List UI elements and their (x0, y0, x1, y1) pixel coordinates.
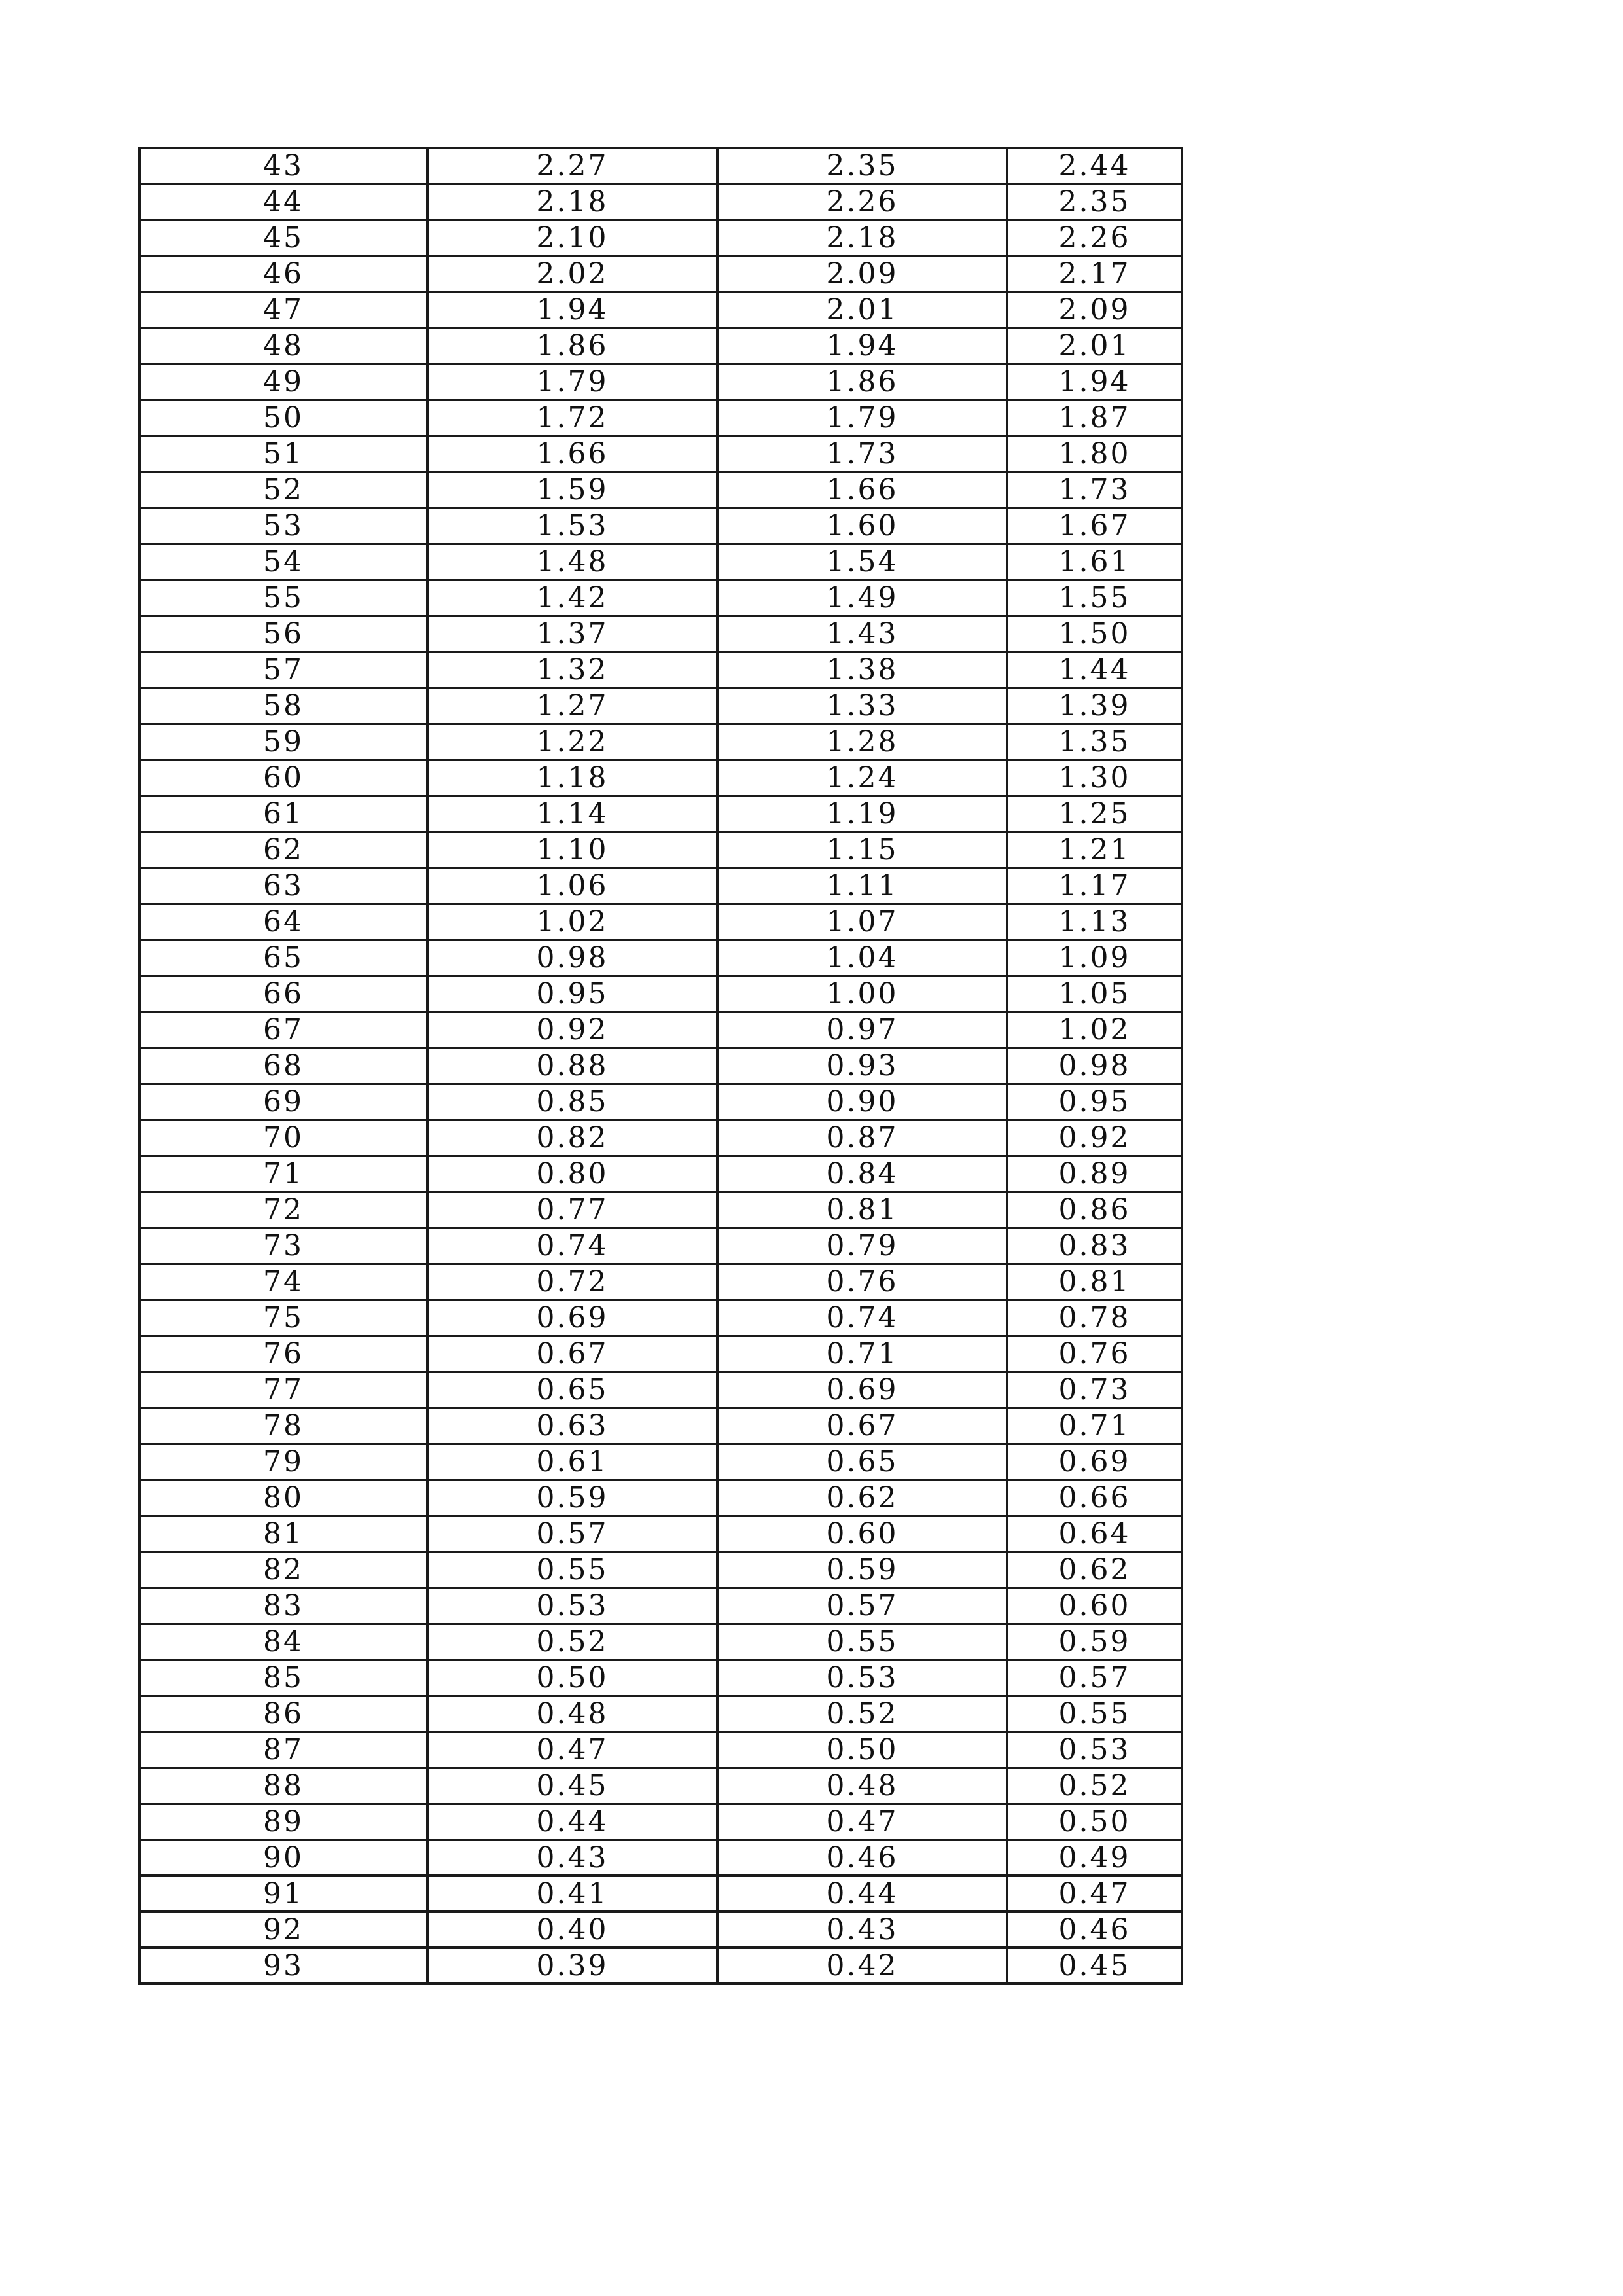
table-body (139, 148, 1182, 1984)
table-cell-index: 53 (139, 508, 427, 544)
table-cell-value-1: 1.79 (427, 364, 717, 400)
table-cell-value-2: 0.62 (717, 1480, 1007, 1516)
table-cell-value-3: 0.76 (1007, 1336, 1182, 1372)
table-cell-value-1: 0.55 (427, 1552, 717, 1588)
table-cell-index: 84 (139, 1624, 427, 1660)
table-cell-value-2: 0.93 (717, 1048, 1007, 1084)
table-cell-index: 58 (139, 688, 427, 724)
table-cell-value-3: 1.44 (1007, 652, 1182, 688)
table-cell-value-2: 0.55 (717, 1624, 1007, 1660)
table-cell-index: 50 (139, 400, 427, 436)
table-cell-index: 64 (139, 904, 427, 940)
table-row (139, 616, 1182, 652)
table-cell-value-2: 0.48 (717, 1768, 1007, 1804)
table-cell-value-1: 0.88 (427, 1048, 717, 1084)
table-cell-value-3: 0.73 (1007, 1372, 1182, 1408)
table-row (139, 1228, 1182, 1264)
table-cell-value-1: 0.52 (427, 1624, 717, 1660)
table-cell-value-1: 0.53 (427, 1588, 717, 1624)
table-cell-value-3: 0.57 (1007, 1660, 1182, 1696)
table-cell-value-3: 2.35 (1007, 184, 1182, 220)
table-cell-value-2: 1.33 (717, 688, 1007, 724)
table-cell-value-1: 0.80 (427, 1156, 717, 1192)
table-cell-value-3: 0.53 (1007, 1732, 1182, 1768)
table-cell-value-2: 0.59 (717, 1552, 1007, 1588)
table-cell-index: 44 (139, 184, 427, 220)
table-cell-value-3: 0.71 (1007, 1408, 1182, 1444)
table-cell-value-3: 1.67 (1007, 508, 1182, 544)
table-row (139, 1300, 1182, 1336)
table-cell-index: 45 (139, 220, 427, 256)
table-cell-value-1: 2.27 (427, 148, 717, 184)
table-cell-value-1: 0.43 (427, 1840, 717, 1876)
table-cell-value-1: 0.82 (427, 1120, 717, 1156)
table-cell-index: 59 (139, 724, 427, 760)
table-cell-index: 70 (139, 1120, 427, 1156)
table-cell-value-1: 0.77 (427, 1192, 717, 1228)
table-cell-value-3: 0.50 (1007, 1804, 1182, 1840)
table-cell-value-2: 1.24 (717, 760, 1007, 796)
table-cell-value-1: 0.63 (427, 1408, 717, 1444)
table-cell-value-1: 0.95 (427, 976, 717, 1012)
table-row (139, 1552, 1182, 1588)
table-cell-value-2: 0.90 (717, 1084, 1007, 1120)
table-cell-value-3: 0.69 (1007, 1444, 1182, 1480)
table-cell-index: 86 (139, 1696, 427, 1732)
table-cell-value-2: 1.19 (717, 796, 1007, 832)
table-cell-index: 66 (139, 976, 427, 1012)
table-cell-index: 47 (139, 292, 427, 328)
table-cell-index: 43 (139, 148, 427, 184)
table-cell-value-1: 0.47 (427, 1732, 717, 1768)
table-cell-value-2: 2.09 (717, 256, 1007, 292)
table-cell-value-2: 1.15 (717, 832, 1007, 868)
table-cell-index: 55 (139, 580, 427, 616)
table-row (139, 940, 1182, 976)
table-cell-value-3: 1.61 (1007, 544, 1182, 580)
table-cell-value-1: 0.57 (427, 1516, 717, 1552)
table-cell-value-3: 0.45 (1007, 1948, 1182, 1984)
table-row (139, 1084, 1182, 1120)
table-row (139, 1876, 1182, 1912)
table-cell-index: 75 (139, 1300, 427, 1336)
table-cell-value-1: 1.94 (427, 292, 717, 328)
table-row (139, 1588, 1182, 1624)
table-cell-value-3: 0.95 (1007, 1084, 1182, 1120)
table-cell-value-3: 0.60 (1007, 1588, 1182, 1624)
table-cell-value-3: 0.81 (1007, 1264, 1182, 1300)
table-row (139, 904, 1182, 940)
table-row (139, 760, 1182, 796)
table-cell-index: 77 (139, 1372, 427, 1408)
table-row (139, 328, 1182, 364)
table-cell-value-1: 0.50 (427, 1660, 717, 1696)
table-cell-index: 52 (139, 472, 427, 508)
table-cell-index: 88 (139, 1768, 427, 1804)
table-cell-value-2: 2.26 (717, 184, 1007, 220)
table-cell-value-1: 1.86 (427, 328, 717, 364)
table-cell-value-3: 0.55 (1007, 1696, 1182, 1732)
table-cell-index: 74 (139, 1264, 427, 1300)
table-row (139, 1192, 1182, 1228)
table-row (139, 832, 1182, 868)
table-cell-value-1: 1.66 (427, 436, 717, 472)
table-cell-index: 69 (139, 1084, 427, 1120)
table-cell-value-2: 0.52 (717, 1696, 1007, 1732)
table-cell-index: 81 (139, 1516, 427, 1552)
table-cell-value-1: 2.02 (427, 256, 717, 292)
table-row (139, 1660, 1182, 1696)
table-cell-value-3: 0.49 (1007, 1840, 1182, 1876)
table-cell-value-3: 0.66 (1007, 1480, 1182, 1516)
table-row (139, 1516, 1182, 1552)
table-cell-value-2: 1.94 (717, 328, 1007, 364)
table-cell-value-1: 0.72 (427, 1264, 717, 1300)
table-cell-value-3: 0.46 (1007, 1912, 1182, 1948)
table-cell-value-1: 0.65 (427, 1372, 717, 1408)
table-cell-value-3: 0.83 (1007, 1228, 1182, 1264)
table-cell-value-3: 0.62 (1007, 1552, 1182, 1588)
table-cell-index: 72 (139, 1192, 427, 1228)
table-row (139, 1120, 1182, 1156)
table-cell-value-2: 1.38 (717, 652, 1007, 688)
table-cell-value-3: 1.80 (1007, 436, 1182, 472)
table-cell-value-1: 1.18 (427, 760, 717, 796)
table-cell-value-2: 1.11 (717, 868, 1007, 904)
table-cell-value-1: 0.45 (427, 1768, 717, 1804)
table-cell-value-1: 1.42 (427, 580, 717, 616)
table-cell-value-2: 1.43 (717, 616, 1007, 652)
table-cell-value-2: 0.87 (717, 1120, 1007, 1156)
table-cell-index: 90 (139, 1840, 427, 1876)
table-cell-value-2: 0.74 (717, 1300, 1007, 1336)
table-cell-index: 67 (139, 1012, 427, 1048)
table-cell-value-2: 0.79 (717, 1228, 1007, 1264)
table-cell-value-3: 0.59 (1007, 1624, 1182, 1660)
table-cell-index: 71 (139, 1156, 427, 1192)
table-cell-value-1: 0.74 (427, 1228, 717, 1264)
table-cell-value-1: 1.32 (427, 652, 717, 688)
table-cell-value-1: 0.48 (427, 1696, 717, 1732)
table-cell-value-2: 0.46 (717, 1840, 1007, 1876)
table-cell-value-2: 1.54 (717, 544, 1007, 580)
table-row (139, 688, 1182, 724)
table-cell-value-3: 1.39 (1007, 688, 1182, 724)
table-row (139, 472, 1182, 508)
table-cell-value-3: 0.78 (1007, 1300, 1182, 1336)
table-row (139, 220, 1182, 256)
table-row (139, 508, 1182, 544)
table-cell-value-2: 0.44 (717, 1876, 1007, 1912)
table-cell-value-3: 1.02 (1007, 1012, 1182, 1048)
table-cell-value-3: 0.47 (1007, 1876, 1182, 1912)
table-cell-value-2: 0.53 (717, 1660, 1007, 1696)
table-cell-value-2: 1.04 (717, 940, 1007, 976)
table-cell-value-3: 2.44 (1007, 148, 1182, 184)
table-cell-value-2: 2.01 (717, 292, 1007, 328)
table-cell-value-2: 0.65 (717, 1444, 1007, 1480)
table-cell-value-2: 1.79 (717, 400, 1007, 436)
table-cell-index: 63 (139, 868, 427, 904)
table-cell-value-2: 0.50 (717, 1732, 1007, 1768)
table-cell-value-1: 0.69 (427, 1300, 717, 1336)
table-cell-value-1: 0.44 (427, 1804, 717, 1840)
table-cell-index: 78 (139, 1408, 427, 1444)
table-cell-value-2: 1.28 (717, 724, 1007, 760)
table-row (139, 1804, 1182, 1840)
table-row (139, 1624, 1182, 1660)
table-row (139, 400, 1182, 436)
table-cell-value-3: 0.92 (1007, 1120, 1182, 1156)
table-cell-value-2: 1.66 (717, 472, 1007, 508)
table-cell-value-1: 2.18 (427, 184, 717, 220)
table-cell-value-3: 0.86 (1007, 1192, 1182, 1228)
table-cell-value-3: 1.25 (1007, 796, 1182, 832)
table-cell-value-1: 1.48 (427, 544, 717, 580)
table-row (139, 1768, 1182, 1804)
table-row (139, 1336, 1182, 1372)
table-cell-value-2: 0.57 (717, 1588, 1007, 1624)
table-cell-value-2: 2.35 (717, 148, 1007, 184)
table-cell-index: 91 (139, 1876, 427, 1912)
table-cell-value-1: 1.72 (427, 400, 717, 436)
table-cell-index: 85 (139, 1660, 427, 1696)
table-row (139, 1948, 1182, 1984)
table-row (139, 1840, 1182, 1876)
table-row (139, 184, 1182, 220)
table-row (139, 652, 1182, 688)
table-cell-value-2: 1.86 (717, 364, 1007, 400)
table-cell-value-1: 1.02 (427, 904, 717, 940)
table-cell-value-2: 1.49 (717, 580, 1007, 616)
table-cell-value-3: 0.89 (1007, 1156, 1182, 1192)
table-cell-value-1: 0.98 (427, 940, 717, 976)
table-cell-value-3: 1.73 (1007, 472, 1182, 508)
table-cell-index: 49 (139, 364, 427, 400)
table-cell-index: 93 (139, 1948, 427, 1984)
table-cell-value-2: 1.60 (717, 508, 1007, 544)
table-cell-index: 80 (139, 1480, 427, 1516)
table-cell-value-1: 2.10 (427, 220, 717, 256)
table-cell-index: 56 (139, 616, 427, 652)
table-row (139, 1156, 1182, 1192)
table-cell-value-2: 0.81 (717, 1192, 1007, 1228)
table-cell-index: 79 (139, 1444, 427, 1480)
table-cell-value-3: 1.30 (1007, 760, 1182, 796)
table-cell-value-3: 2.17 (1007, 256, 1182, 292)
table-cell-value-3: 1.55 (1007, 580, 1182, 616)
table-cell-value-3: 1.35 (1007, 724, 1182, 760)
table-row (139, 1048, 1182, 1084)
table-cell-value-2: 1.73 (717, 436, 1007, 472)
table-cell-value-3: 1.09 (1007, 940, 1182, 976)
table-row (139, 256, 1182, 292)
table-cell-value-2: 0.71 (717, 1336, 1007, 1372)
table-row (139, 1444, 1182, 1480)
table-row (139, 1732, 1182, 1768)
table-cell-value-2: 2.18 (717, 220, 1007, 256)
table-cell-value-3: 0.52 (1007, 1768, 1182, 1804)
table-row (139, 544, 1182, 580)
table-row (139, 292, 1182, 328)
table-cell-index: 73 (139, 1228, 427, 1264)
table-row (139, 1912, 1182, 1948)
table-cell-value-3: 1.05 (1007, 976, 1182, 1012)
table-cell-value-3: 0.98 (1007, 1048, 1182, 1084)
table-cell-value-1: 1.37 (427, 616, 717, 652)
table-cell-value-1: 0.61 (427, 1444, 717, 1480)
table-cell-value-1: 0.39 (427, 1948, 717, 1984)
table-cell-value-1: 0.59 (427, 1480, 717, 1516)
table-cell-index: 54 (139, 544, 427, 580)
table-cell-value-1: 0.67 (427, 1336, 717, 1372)
table-cell-value-2: 0.60 (717, 1516, 1007, 1552)
table-cell-index: 83 (139, 1588, 427, 1624)
table-cell-value-3: 1.87 (1007, 400, 1182, 436)
table-cell-value-3: 0.64 (1007, 1516, 1182, 1552)
table-cell-value-2: 1.00 (717, 976, 1007, 1012)
table-cell-index: 60 (139, 760, 427, 796)
table-row (139, 1480, 1182, 1516)
table-cell-value-2: 0.76 (717, 1264, 1007, 1300)
table-cell-value-2: 0.47 (717, 1804, 1007, 1840)
table-cell-index: 87 (139, 1732, 427, 1768)
table-cell-value-1: 1.10 (427, 832, 717, 868)
table-cell-value-1: 1.22 (427, 724, 717, 760)
table-cell-value-2: 0.43 (717, 1912, 1007, 1948)
table-cell-index: 46 (139, 256, 427, 292)
table-row (139, 1408, 1182, 1444)
table-cell-value-3: 1.13 (1007, 904, 1182, 940)
table-cell-index: 89 (139, 1804, 427, 1840)
table-row (139, 436, 1182, 472)
table-cell-value-1: 1.27 (427, 688, 717, 724)
table-cell-value-2: 1.07 (717, 904, 1007, 940)
table-row (139, 868, 1182, 904)
table-cell-value-2: 0.69 (717, 1372, 1007, 1408)
table-cell-value-1: 0.85 (427, 1084, 717, 1120)
table-cell-value-3: 2.26 (1007, 220, 1182, 256)
table-cell-index: 48 (139, 328, 427, 364)
table-cell-value-3: 1.21 (1007, 832, 1182, 868)
table-cell-value-1: 1.59 (427, 472, 717, 508)
table-cell-index: 76 (139, 1336, 427, 1372)
table-cell-index: 51 (139, 436, 427, 472)
table-row (139, 724, 1182, 760)
table-row (139, 1264, 1182, 1300)
table-cell-index: 61 (139, 796, 427, 832)
table-cell-value-3: 1.94 (1007, 364, 1182, 400)
table-cell-index: 65 (139, 940, 427, 976)
table-cell-index: 82 (139, 1552, 427, 1588)
table-row (139, 1696, 1182, 1732)
table-cell-index: 62 (139, 832, 427, 868)
table-row (139, 1012, 1182, 1048)
table-row (139, 148, 1182, 184)
table-row (139, 364, 1182, 400)
table-cell-value-1: 1.53 (427, 508, 717, 544)
table-cell-value-1: 0.41 (427, 1876, 717, 1912)
table-cell-value-1: 0.40 (427, 1912, 717, 1948)
table-cell-index: 68 (139, 1048, 427, 1084)
table-row (139, 1372, 1182, 1408)
table-cell-index: 57 (139, 652, 427, 688)
table-cell-value-3: 1.50 (1007, 616, 1182, 652)
table-cell-value-2: 0.42 (717, 1948, 1007, 1984)
table-row (139, 580, 1182, 616)
table-cell-value-1: 0.92 (427, 1012, 717, 1048)
table-cell-value-2: 0.97 (717, 1012, 1007, 1048)
table-cell-value-3: 1.17 (1007, 868, 1182, 904)
table-cell-value-1: 1.14 (427, 796, 717, 832)
table-cell-index: 92 (139, 1912, 427, 1948)
data-table (138, 147, 1183, 1985)
table-row (139, 976, 1182, 1012)
table-cell-value-1: 1.06 (427, 868, 717, 904)
table-cell-value-3: 2.01 (1007, 328, 1182, 364)
table-cell-value-2: 0.67 (717, 1408, 1007, 1444)
table-row (139, 796, 1182, 832)
table-cell-value-2: 0.84 (717, 1156, 1007, 1192)
table-cell-value-3: 2.09 (1007, 292, 1182, 328)
